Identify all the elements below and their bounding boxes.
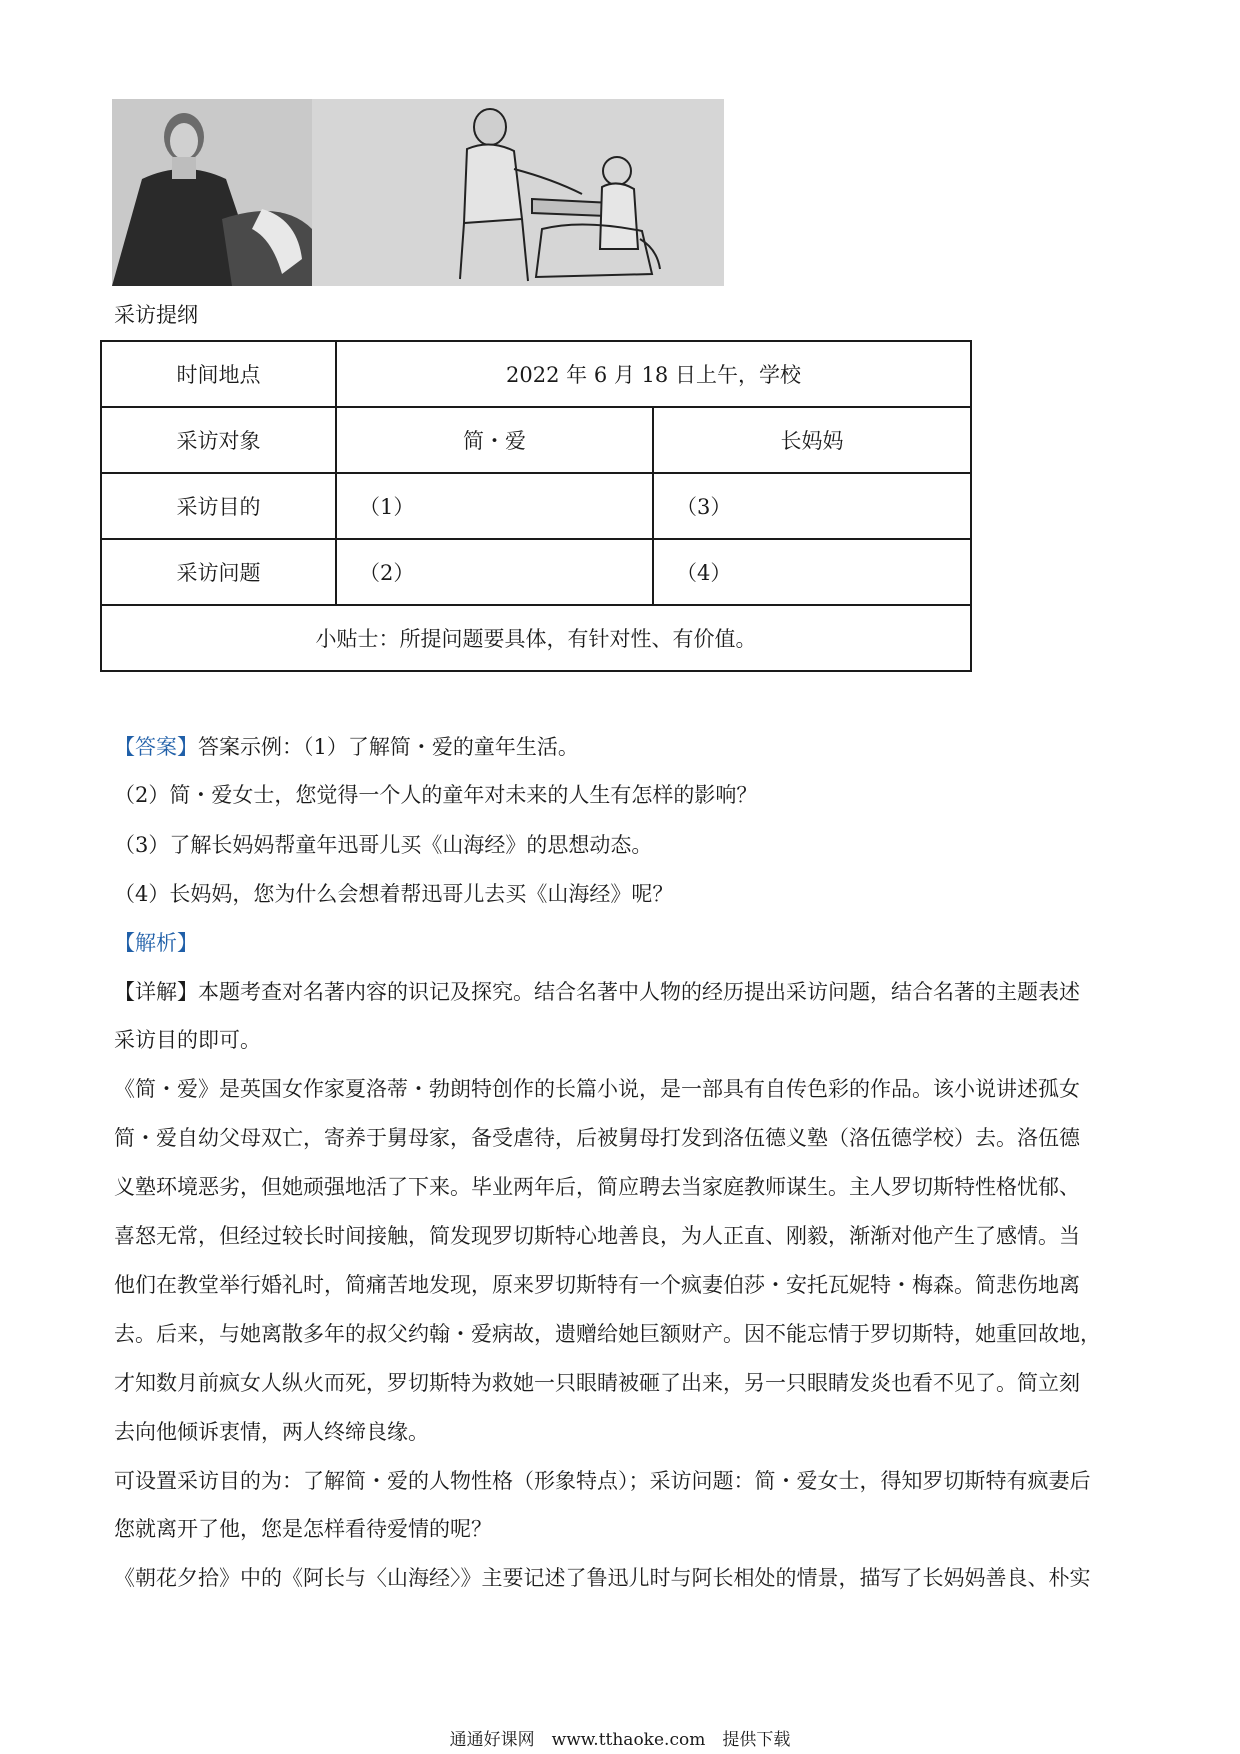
para1-line: 他们在教堂举行婚礼时，简痛苦地发现，原来罗切斯特有一个疯妻伯莎・安托瓦妮特・梅森。简悲伤地离	[114, 1273, 1080, 1297]
answer-text-1: 答案示例：（1）了解简・爱的童年生活。	[198, 735, 579, 759]
illustration-drawing	[112, 99, 724, 286]
tip-cell: 小贴士：所提问题要具体，有针对性、有价值。	[101, 605, 971, 671]
subject-jane-eyre: 简・爱	[336, 407, 653, 473]
detail-text-1: 本题考查对名著内容的识记及探究。结合名著中人物的经历提出采访问题，结合名著的主题表述	[198, 980, 1080, 1004]
row-label-subject: 采访对象	[101, 407, 336, 473]
subject-chang-mama: 长妈妈	[653, 407, 971, 473]
para1-line: 简・爱自幼父母双亡，寄养于舅母家，备受虐待，后被舅母打发到洛伍德义塾（洛伍德学校）去。洛伍德	[114, 1126, 1080, 1150]
time-place-value: 2022 年 6 月 18 日上午，学校	[336, 341, 971, 407]
answer-line-2: （2）简・爱女士，您觉得一个人的童年对未来的人生有怎样的影响？	[114, 783, 758, 807]
row-label-questions: 采访问题	[101, 539, 336, 605]
purpose-blank-3: （3）	[653, 473, 971, 539]
para1-line: 去。后来，与她离散多年的叔父约翰・爱病故，遗赠给她巨额财产。因不能忘情于罗切斯特，她重回故地，	[114, 1322, 1101, 1346]
para3-line: 《朝花夕拾》中的《阿长与〈山海经〉》主要记述了鲁迅儿时与阿长相处的情景，描写了长妈妈善良、朴实	[114, 1566, 1091, 1590]
para1-line: 才知数月前疯女人纵火而死，罗切斯特为救她一只眼睛被砸了出来，另一只眼睛发炎也看不见了。简立刻	[114, 1371, 1080, 1395]
interview-outline-table	[100, 340, 972, 672]
para2-line: 您就离开了他，您是怎样看待爱情的呢？	[114, 1517, 492, 1541]
answer-line-3: （3）了解长妈妈帮童年迅哥儿买《山海经》的思想动态。	[114, 833, 653, 857]
analysis-tag: 【解析】	[114, 931, 198, 955]
row-label-purpose: 采访目的	[101, 473, 336, 539]
question-blank-2: （2）	[336, 539, 653, 605]
detail-tag: 【详解】	[114, 980, 198, 1004]
portrait-woman	[112, 99, 312, 286]
para2-line: 可设置采访目的为：了解简・爱的人物性格（形象特点）；采访问题：简・爱女士，得知罗切斯特有疯妻后	[114, 1469, 1091, 1493]
purpose-blank-1: （1）	[336, 473, 653, 539]
detail-line-2: 采访目的即可。	[114, 1028, 261, 1052]
row-label-time-place: 时间地点	[101, 341, 336, 407]
para1-line: 喜怒无常，但经过较长时间接触，简发现罗切斯特心地善良，为人正直、刚毅，渐渐对他产生了感情。当	[114, 1224, 1080, 1248]
para1-line: 去向他倾诉衷情，两人终缔良缘。	[114, 1420, 429, 1444]
para1-line: 义塾环境恶劣，但她顽强地活了下来。毕业两年后，简应聘去当家庭教师谋生。主人罗切斯特性格忧郁、	[114, 1175, 1080, 1199]
illustration-image	[112, 99, 724, 286]
answer-tag: 【答案】	[114, 735, 198, 759]
detail-line-1	[114, 977, 1080, 1007]
table-row	[101, 539, 971, 605]
table-row	[101, 407, 971, 473]
question-blank-4: （4）	[653, 539, 971, 605]
page-footer: 通通好课网 www.tthaoke.com 提供下载	[449, 1730, 791, 1750]
answer-line-4: （4）长妈妈，您为什么会想着帮迅哥儿去买《山海经》呢？	[114, 882, 674, 906]
table-row	[101, 473, 971, 539]
outline-title: 采访提纲	[114, 303, 198, 327]
answer-line-1	[114, 732, 579, 762]
table-row	[101, 605, 971, 671]
table-row	[101, 341, 971, 407]
para1-line: 《简・爱》是英国女作家夏洛蒂・勃朗特创作的长篇小说，是一部具有自传色彩的作品。该小说讲述孤女	[114, 1077, 1080, 1101]
